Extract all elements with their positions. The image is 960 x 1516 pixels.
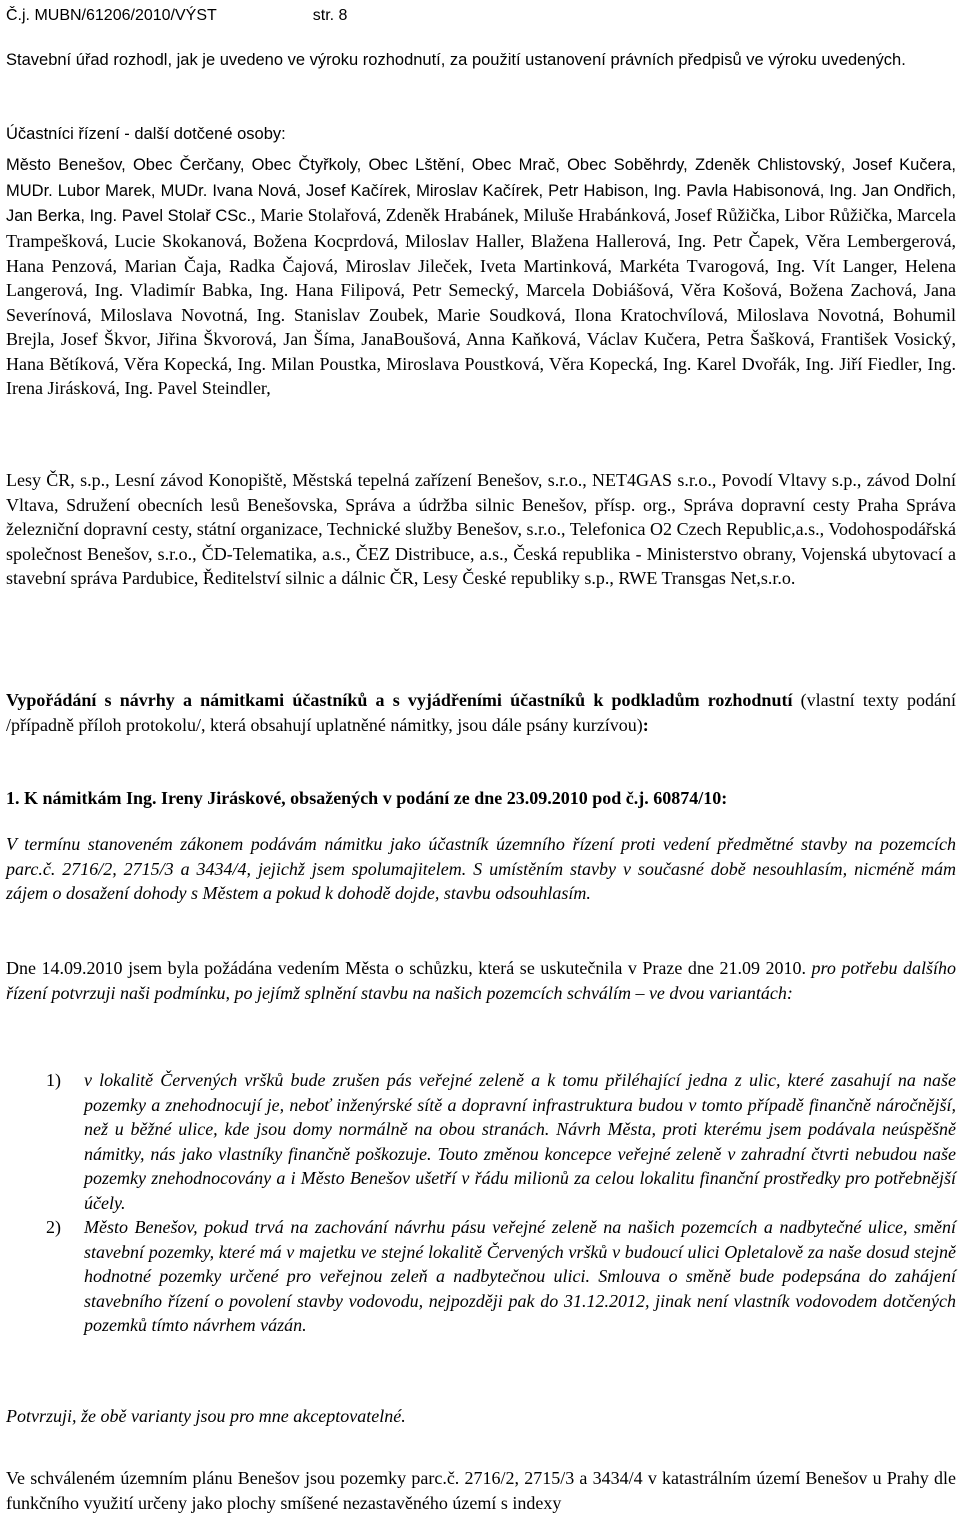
list-item-text: v lokalitě Červených vršků bude zrušen pás veřejné zeleně a k tomu přiléhající jedna z ulic, které zasahují na naše pozemky a znehodnocují je, neboť inženýrské sítě a dopravní infrastruktura budou v tomto případě finančně náročnější, než u běžné ulice, kde jsou domy normálně na obou stranách. Návrh Města, proti kterému jsem podávala neúspěšně námitky, nás jako vlastníky finančně poškozuje. Touto změnou koncepce veřejné zeleně v zahradní čtvrti nebudou naše pozemky znehodnocovány a i Město Benešov ušetří v řádu milionů za celou lokalitu finanční prostředky pro potřebnější účely. [84,1070,956,1213]
list-item [6,1068,956,1215]
settlement-section: Vypořádání s návrhy a námitkami účastníků a s vyjádřeními účastníků k podkladům rozhodnutí (vlastní texty podání /případně příloh protokolu/, která obsahují uplatněné námitky, jsou dále psány kurzívou): [6,690,956,735]
objection-1-paragraph-1: V termínu stanoveném zákonem podávám námitku jako účastník územního řízení proti vedení předmětné stavby na pozemcích parc.č. 2716/2, 2715/3 a 3434/4, jejichž jsem spolumajitelem. S umístěním stavby v současné době nesouhlasím, nicméně mám zájem o dosažení dohody s Městem a pokud k dohodě dojde, stavbu odsouhlasím. [6,834,956,903]
intro-paragraph: Stavební úřad rozhodl, jak je uvedeno ve výroku rozhodnutí, za použití ustanovení právních předpisů ve výroku uvedených. [6,51,906,69]
closing-paragraph: Ve schváleném územním plánu Benešov jsou pozemky parc.č. 2716/2, 2715/3 a 3434/4 v katastrálním území Benešov u Prahy dle funkčního využití určeny jako plochy smíšené nezastavěného území s indexy [6,1468,956,1513]
document-reference: Č.j. MUBN/61206/2010/VÝST [6,7,217,24]
objection-1-paragraph-2: Dne 14.09.2010 jsem byla požádána vedením Města o schůzku, která se uskutečnila v Praze dne 21.09 2010. pro potřebu dalšího řízení potvrzuji naši podmínku, po jejímž splnění stavbu na našich pozemcích schválím – ve dvou variantách: [6,958,956,1003]
document-header [6,6,347,26]
objection-1-heading: 1. K námitkám Ing. Ireny Jiráskové, obsažených v podání ze dne 23.09.2010 pod č.j. 60874/10: [6,788,728,808]
list-item-number: 1) [46,1070,61,1090]
participants-names-sans: Město Benešov, Obec Čerčany, Obec Čtyřkoly, Obec Lštění, Obec Mrač, Obec Soběhrdy, Zdeněk Chlistovský, Josef Kučera, MUDr. Lubor Marek, MUDr. Ivana Nová, Josef Kačírek, Miroslav Kačírek, Petr Habison, Ing. Pavla Habisonová, Ing. Jan Ondřich, Jan Berka, Ing. Pavel Stolař CSc. [6,156,956,226]
participants-heading: Účastníci řízení - další dotčené osoby: [6,125,286,143]
page-number: str. 8 [312,7,348,24]
settlement-heading: Vypořádání s návrhy a námitkami účastníků a s vyjádřeními účastníků k podkladům rozhodnutí [6,690,793,710]
list-item-number: 2) [46,1217,61,1237]
confirmation-line: Potvrzuji, že obě varianty jsou pro mne akceptovatelné. [6,1406,406,1426]
list-item [6,1215,956,1338]
participants-list [6,152,956,401]
variants-list [6,1068,956,1338]
participants-names-serif: , Marie Stolařová, Zdeněk Hrabánek, Miluše Hrabánková, Josef Růžička, Libor Růžička, Marcela Trampešková, Lucie Skokanová, Božena Kocprdová, Miloslav Haller, Blažena Hallerová, Ing. Petr Čapek, Věra Lembergerová, Hana Penzová, Marian Čaja, Radka Čajová, Miroslav Jileček, Iveta Martinková, Markéta Tvarogová, Ing. Vít Langer, Helena Langerová, Ing. Vladimír Babka, Ing. Hana Filipová, Petr Semecký, Marcela Dobiášová, Věra Košová, Božena Zachová, Jana Severínová, Miloslava Novotná, Ing. Stanislav Zoubek, Marie Soudková, Ilona Kratochvílová, Miloslava Novotná, Bohumil Brejla, Josef Škvor, Jiřina Škvorová, Jan Šíma, JanaBoušová, Anna Kaňková, Václav Kučera, Petra Šašková, František Vosický, Hana Bětíková, Věra Kopecká, Ing. Milan Poustka, Miroslava Poustková, Věra Kopecká, Ing. Karel Dvořák, Ing. Jiří Fiedler, Ing. Irena Jirásková, Ing. Pavel Steindler, [6,205,956,399]
list-item-text: Město Benešov, pokud trvá na zachování návrhu pásu veřejné zeleně na našich pozemcích a nadbytečné ulice, smění stavební pozemky, které má v majetku ve stejné lokalitě Červených vršků v budoucí ulici Opletalově za naše dosud stejně hodnotné pozemky určené pro veřejnou zeleň a nadbytečnou ulici. Smlouva o směně bude podepsána do zahájení stavebního řízení o povolení stavby vodovodu, nejpozději pak do 31.12.2012, jinak není vlastník vodovodem dotčených pozemků tímto návrhem vázán. [84,1217,956,1335]
settlement-note: (vlastní texty podání /případně příloh protokolu/, která obsahují uplatněné námitky, jsou dále psány kurzívou) [6,690,956,735]
participants-organizations: Lesy ČR, s.p., Lesní závod Konopiště, Městská tepelná zařízení Benešov, s.r.o., NET4GAS s.r.o., Povodí Vltavy s.p., závod Dolní Vltava, Sdružení obecních lesů Benešovska, Správa a údržba silnic Benešov, přísp. org., Správa dopravní cesty Praha Správa železniční dopravní cesty, státní organizace, Technické služby Benešov, s.r.o., Telefonica O2 Czech Republic,a.s., Vodohospodářská společnost Benešov, s.r.o., ČD-Telematika, a.s., ČEZ Distribuce, a.s., Česká republika - Ministerstvo obrany, Vojenská ubytovací a stavební správa Pardubice, Ředitelství silnic a dálnic ČR, Lesy České republiky s.p., RWE Transgas Net,s.r.o. [6,470,956,588]
